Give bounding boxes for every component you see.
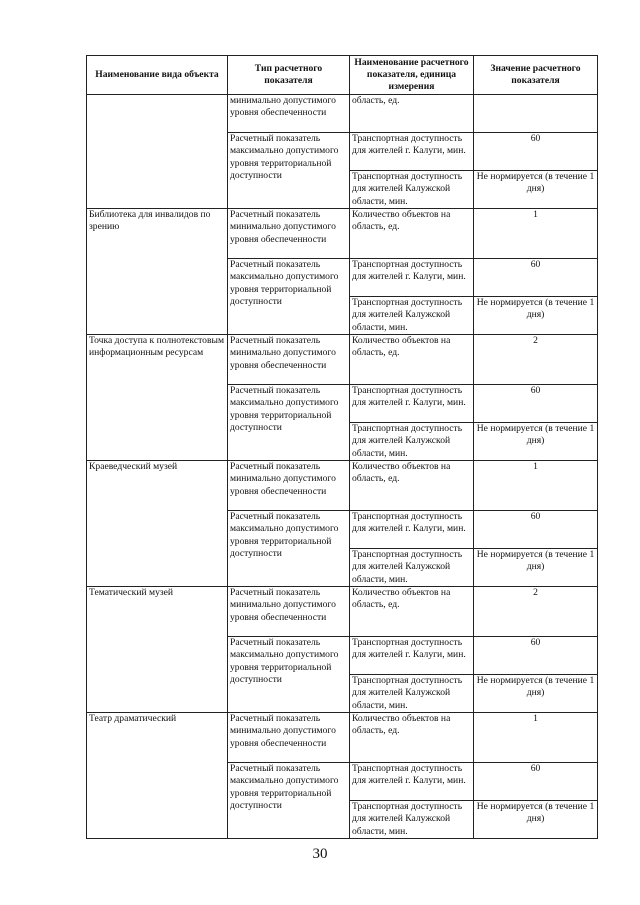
table-body (87, 95, 598, 839)
header-object-type: Наименование вида объекта (87, 56, 228, 95)
indicator-name-cell: Транспортная доступность для жителей г. Калуги, мин. (350, 511, 474, 549)
indicator-name-cell: Транспортная доступность для жителей г. Калуги, мин. (350, 259, 474, 297)
indicator-name-cell: Транспортная доступность для жителей Калужской области, мин. (350, 171, 474, 209)
indicator-type-cell: Расчетный показатель максимально допустимого уровня территориальной доступности (228, 763, 350, 839)
table-row (87, 461, 598, 511)
indicator-name-cell: Транспортная доступность для жителей Калужской области, мин. (350, 675, 474, 713)
table-row (87, 587, 598, 637)
indicator-value-cell: 1 (474, 461, 598, 511)
indicator-name-cell: Количество объектов на область, ед. (350, 209, 474, 259)
indicator-type-cell: Расчетный показатель максимально допустимого уровня территориальной доступности (228, 385, 350, 461)
indicator-type-cell: Расчетный показатель минимально допустимого уровня обеспеченности (228, 335, 350, 385)
indicator-value-cell: 60 (474, 511, 598, 549)
indicator-value-cell: Не нормируется (в течение 1 дня) (474, 549, 598, 587)
header-indicator-name: Наименование расчетного показателя, единица измерения (350, 56, 474, 95)
object-name-cell (87, 95, 228, 209)
indicator-name-cell: Количество объектов на область, ед. (350, 587, 474, 637)
object-name-cell: Театр драматический (87, 713, 228, 839)
table-row (87, 713, 598, 763)
indicator-value-cell: 60 (474, 385, 598, 423)
indicator-value-cell: 60 (474, 763, 598, 801)
object-name-cell: Библиотека для инвалидов по зрению (87, 209, 228, 335)
header-indicator-type: Тип расчетного показателя (228, 56, 350, 95)
indicator-name-cell: Транспортная доступность для жителей Калужской области, мин. (350, 801, 474, 839)
indicator-value-cell: Не нормируется (в течение 1 дня) (474, 675, 598, 713)
indicator-value-cell: 60 (474, 133, 598, 171)
indicator-name-cell: Транспортная доступность для жителей г. Калуги, мин. (350, 763, 474, 801)
indicator-name-cell: Количество объектов на область, ед. (350, 335, 474, 385)
page-number: 30 (312, 846, 328, 862)
indicator-type-cell: Расчетный показатель минимально допустимого уровня обеспеченности (228, 461, 350, 511)
indicator-value-cell: 2 (474, 587, 598, 637)
indicator-value-cell: Не нормируется (в течение 1 дня) (474, 801, 598, 839)
indicator-name-cell: Транспортная доступность для жителей г. Калуги, мин. (350, 637, 474, 675)
indicator-value-cell: Не нормируется (в течение 1 дня) (474, 423, 598, 461)
indicator-name-cell: Количество объектов на область, ед. (350, 713, 474, 763)
table-row (87, 335, 598, 385)
indicator-name-cell: Транспортная доступность для жителей г. Калуги, мин. (350, 385, 474, 423)
indicator-name-cell: Транспортная доступность для жителей Калужской области, мин. (350, 423, 474, 461)
indicator-value-cell: 60 (474, 637, 598, 675)
table-row (87, 95, 598, 133)
table-row (87, 209, 598, 259)
indicator-type-cell: Расчетный показатель минимально допустимого уровня обеспеченности (228, 209, 350, 259)
indicator-type-cell: минимально допустимого уровня обеспеченности (228, 95, 350, 133)
indicator-value-cell: 2 (474, 335, 598, 385)
indicator-type-cell: Расчетный показатель максимально допустимого уровня территориальной доступности (228, 259, 350, 335)
object-name-cell: Тематический музей (87, 587, 228, 713)
indicator-name-cell: область, ед. (350, 95, 474, 133)
header-indicator-value: Значение расчетного показателя (474, 56, 598, 95)
object-name-cell: Точка доступа к полнотекстовым информационным ресурсам (87, 335, 228, 461)
indicator-type-cell: Расчетный показатель максимально допустимого уровня территориальной доступности (228, 133, 350, 209)
indicator-value-cell: 1 (474, 713, 598, 763)
indicator-type-cell: Расчетный показатель минимально допустимого уровня обеспеченности (228, 587, 350, 637)
standards-table (86, 55, 598, 839)
indicator-value-cell: Не нормируется (в течение 1 дня) (474, 297, 598, 335)
indicator-value-cell: 1 (474, 209, 598, 259)
indicator-value-cell (474, 95, 598, 133)
indicator-value-cell: Не нормируется (в течение 1 дня) (474, 171, 598, 209)
indicator-name-cell: Транспортная доступность для жителей Калужской области, мин. (350, 549, 474, 587)
indicator-name-cell: Транспортная доступность для жителей Калужской области, мин. (350, 297, 474, 335)
indicator-type-cell: Расчетный показатель максимально допустимого уровня территориальной доступности (228, 637, 350, 713)
indicator-name-cell: Количество объектов на область, ед. (350, 461, 474, 511)
indicator-name-cell: Транспортная доступность для жителей г. Калуги, мин. (350, 133, 474, 171)
object-name-cell: Краеведческий музей (87, 461, 228, 587)
indicator-type-cell: Расчетный показатель максимально допустимого уровня территориальной доступности (228, 511, 350, 587)
indicator-type-cell: Расчетный показатель минимально допустимого уровня обеспеченности (228, 713, 350, 763)
table-header-row (87, 56, 598, 95)
indicator-value-cell: 60 (474, 259, 598, 297)
